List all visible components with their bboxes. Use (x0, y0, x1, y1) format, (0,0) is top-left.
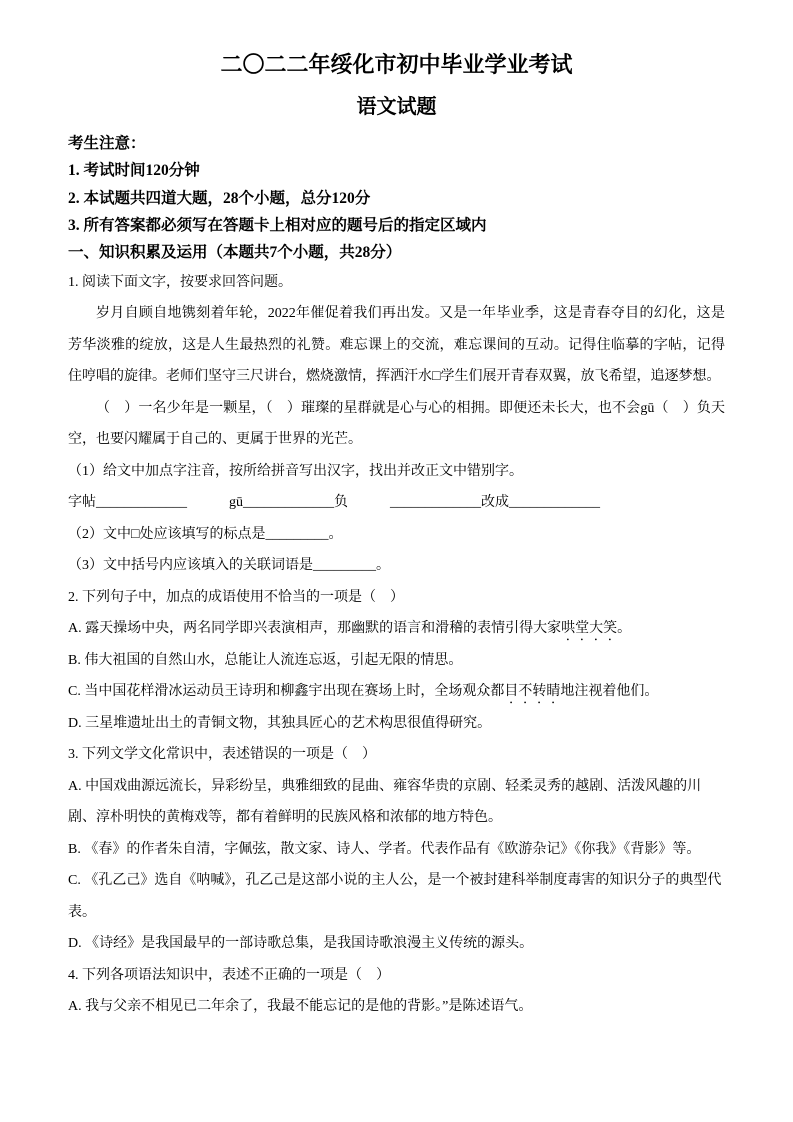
q2-option-a (68, 613, 725, 645)
q2-option-a-tail: 。 (617, 621, 632, 637)
q2-option-c-text: C. 当中国花样滑冰运动员王诗玥和柳鑫宇出现在赛场上时，全场观众都 (68, 684, 505, 700)
section-one-heading: 一、知识积累及运用（本题共7个小题，共28分） (68, 244, 402, 262)
q1-passage-paragraph-2: （ ）一名少年是一颗星，（ ）璀璨的星群就是心与心的相拥。即便还未长大，也不会gū（ ）负天空，也要闪耀属于自己的、更属于世界的光芒。 (68, 400, 725, 448)
q2-option-d: D. 三星堆遗址出土的青铜文物，其独具匠心的艺术构思很值得研究。 (68, 715, 492, 731)
notice-item-2: 2. 本试题共四道大题，28个小题，总分120分 (68, 189, 371, 207)
question-4 (68, 960, 725, 1023)
question-3 (68, 739, 725, 960)
q3-stem: 3. 下列文学文化常识中，表述错误的一项是（ ） (68, 747, 376, 763)
question-1 (68, 267, 725, 582)
q2-stem: 2. 下列句子中，加点的成语使用不恰当的一项是（ ） (68, 589, 404, 605)
q2-option-c (68, 676, 725, 708)
q1-subquestion-3: （3）文中括号内应该填入的关联词语是_________。 (68, 558, 390, 574)
notice-heading: 考生注意： (68, 134, 146, 152)
q2-option-c-emphasized-idiom: 目不转睛 (504, 684, 561, 700)
exam-title: 二〇二二年绥化市初中毕业学业考试 (220, 52, 573, 77)
q4-option-a: A. 我与父亲不相见已二年余了，我最不能忘记的是他的背影。”是陈述语气。 (68, 999, 533, 1015)
q3-option-d: D. 《诗经》是我国最早的一部诗歌总集，是我国诗歌浪漫主义传统的源头。 (68, 936, 534, 952)
q3-option-a: A. 中国戏曲源远流长，异彩纷呈，典雅细致的昆曲、雍容华贵的京剧、轻柔灵秀的越剧、活泼风趣的川剧、淳朴明快的黄梅戏等，都有着鲜明的民族风格和浓郁的地方特色。 (68, 778, 702, 826)
notice-item-3: 3. 所有答案都必须写在答题卡上相对应的题号后的指定区域内 (68, 216, 487, 234)
q1-stem: 1. 阅读下面文字，按要求回答问题。 (68, 274, 292, 290)
q2-option-c-tail: 地注视着他们。 (560, 684, 659, 700)
q1-answer-blanks-line: 字帖_____________ gū_____________负 _____________改成_____________ (68, 495, 600, 511)
exam-subtitle: 语文试题 (356, 95, 437, 118)
q2-option-a-emphasized-idiom: 哄堂大笑 (561, 621, 618, 637)
q1-passage-paragraph-1: 岁月自顾自地镌刻着年轮，2022年催促着我们再出发。又是一年毕业季，这是青春夺目的幻化，这是芳华淡雅的绽放，这是人生最热烈的礼赞。难忘课上的交流，难忘课间的互动。记得住临摹的字帖，记得住哼唱的旋律。老师们坚守三尺讲台，燃烧激情，挥洒汗水□学生们展开青春双翼，放飞希望，追逐梦想。 (68, 306, 725, 385)
q1-subquestion-1: （1）给文中加点字注音，按所给拼音写出汉字，找出并改正文中错别字。 (68, 463, 523, 479)
question-2 (68, 582, 725, 740)
q2-option-a-text: A. 露天操场中央，两名同学即兴表演相声，那幽默的语言和滑稽的表情引得大家 (68, 621, 562, 637)
q1-subquestion-2: （2）文中□处应该填写的标点是_________。 (68, 526, 343, 542)
q2-option-b: B. 伟大祖国的自然山水，总能让人流连忘返，引起无限的情思。 (68, 652, 463, 668)
notice-item-1: 1. 考试时间120分钟 (68, 162, 200, 180)
q3-option-c: C. 《孔乙己》选自《呐喊》，孔乙己是这部小说的主人公，是一个被封建科举制度毒害的知识分子的典型代表。 (68, 873, 722, 920)
q3-option-b: B. 《春》的作者朱自清，字佩弦，散文家、诗人、学者。代表作品有《欧游杂记》《你我》《背影》等。 (68, 841, 701, 857)
notice-block (68, 130, 725, 267)
q4-stem: 4. 下列各项语法知识中，表述不正确的一项是（ ） (68, 967, 390, 983)
